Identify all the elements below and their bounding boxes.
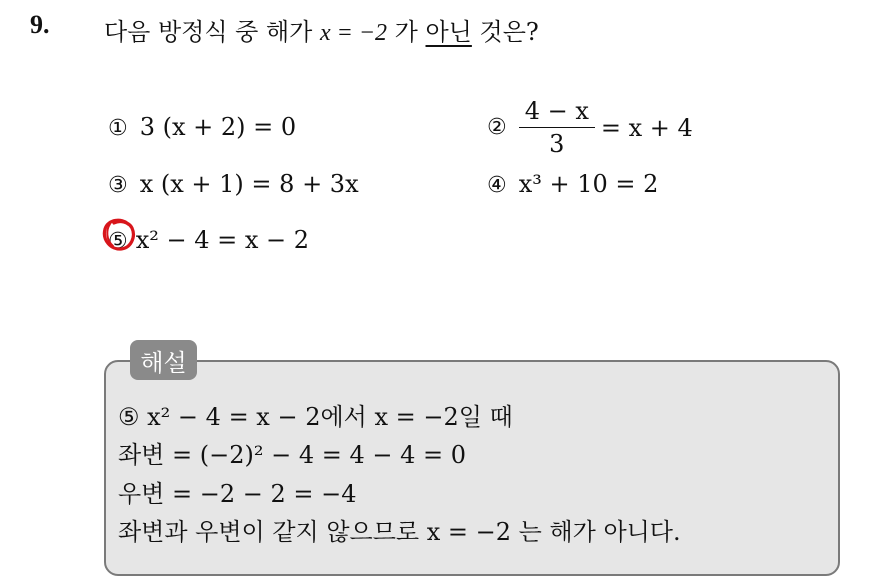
question-equation: x = −2 xyxy=(320,20,388,46)
option-3-marker: ③ xyxy=(108,173,128,198)
question-text-after: 것은? xyxy=(471,18,539,46)
question-text-mid: 가 xyxy=(387,18,426,46)
answer-circle-mark xyxy=(102,218,136,252)
option-4-marker: ④ xyxy=(487,173,507,198)
solution-line-2: 좌변 = (−2)² − 4 = 4 − 4 = 0 xyxy=(118,441,467,469)
option-1-marker: ① xyxy=(108,116,128,141)
option-2-rhs: = x + 4 xyxy=(600,113,693,142)
option-5[interactable] xyxy=(108,226,309,254)
solution-tab: 해설 xyxy=(130,340,197,380)
option-4[interactable] xyxy=(487,170,658,198)
question-emphasis: 아닌 xyxy=(425,18,472,46)
question-text xyxy=(104,12,539,47)
question-number: 9. xyxy=(30,10,50,39)
question-text-before: 다음 방정식 중 해가 xyxy=(104,18,320,46)
solution-line-4: 좌변과 우변이 같지 않으므로 x = −2 는 해가 아니다. xyxy=(118,518,681,546)
option-5-expression: x² − 4 = x − 2 xyxy=(135,226,310,254)
solution-line-3: 우변 = −2 − 2 = −4 xyxy=(118,480,357,508)
option-2-denominator: 3 xyxy=(549,130,565,158)
option-1[interactable] xyxy=(108,113,296,141)
option-2-numerator: 4 − x xyxy=(519,97,595,128)
option-3-expression: x (x + 1) = 8 + 3x xyxy=(139,170,359,198)
option-1-expression: 3 (x + 2) = 0 xyxy=(139,113,297,141)
option-4-expression: x³ + 10 = 2 xyxy=(518,170,659,198)
option-2-marker: ② xyxy=(487,115,507,140)
option-5-marker: ⑤ xyxy=(108,229,128,254)
option-2-fraction xyxy=(519,97,595,158)
option-2[interactable] xyxy=(487,97,693,158)
option-3[interactable] xyxy=(108,170,359,198)
solution-line-1: ⑤ x² − 4 = x − 2에서 x = −2일 때 xyxy=(118,403,513,431)
